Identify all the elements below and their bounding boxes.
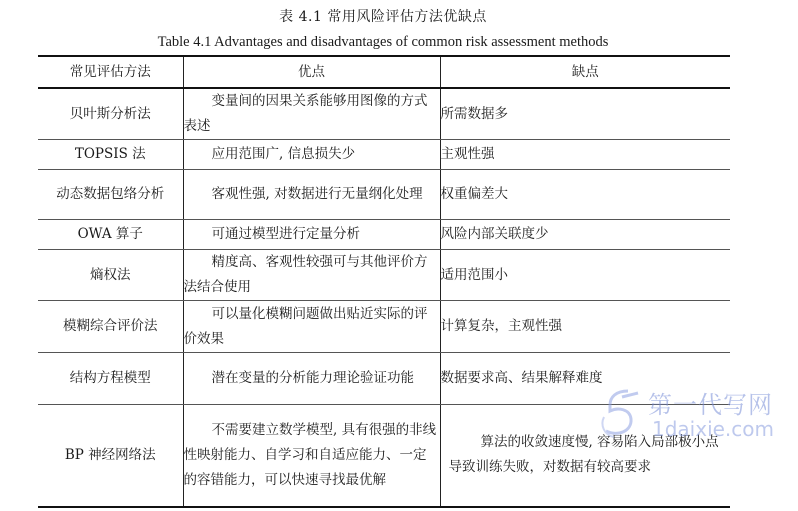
advantage-cell: 精度高、客观性较强可与其他评价方法结合使用 (183, 250, 440, 301)
table-row (38, 353, 730, 405)
table-row (38, 301, 730, 353)
header-method: 常见评估方法 (38, 56, 183, 88)
advantage-cell: 应用范围广, 信息损失少 (183, 140, 440, 170)
advantage-cell: 变量间的因果关系能够用图像的方式表述 (183, 88, 440, 140)
table-row (38, 405, 730, 507)
disadvantage-cell: 算法的收敛速度慢, 容易陷入局部极小点导致训练失败，对数据有较高要求 (440, 405, 730, 507)
disadvantage-cell: 风险内部关联度少 (440, 220, 730, 250)
disadvantage-cell: 主观性强 (440, 140, 730, 170)
disadvantage-cell: 数据要求高、结果解释难度 (440, 353, 730, 405)
advantage-cell: 可以量化模糊问题做出贴近实际的评价效果 (183, 301, 440, 353)
disadvantage-cell: 所需数据多 (440, 88, 730, 140)
method-cell: OWA 算子 (38, 220, 183, 250)
risk-assessment-table (38, 55, 730, 508)
disadvantage-cell: 计算复杂，主观性强 (440, 301, 730, 353)
watermark-text-chinese: 第一代写网 (648, 391, 773, 419)
header-advantages: 优点 (183, 56, 440, 88)
table-caption-english: Table 4.1 Advantages and disadvantages of common risk assessment methods (157, 34, 609, 50)
advantage-cell: 客观性强, 对数据进行无量纲化处理 (183, 170, 440, 220)
table-row (38, 220, 730, 250)
table-row (38, 88, 730, 140)
table-caption-chinese: 表 4.1 常用风险评估方法优缺点 (279, 9, 487, 25)
method-cell: 动态数据包络分析 (38, 170, 183, 220)
disadvantage-cell: 适用范围小 (440, 250, 730, 301)
method-cell: 贝叶斯分析法 (38, 88, 183, 140)
disadvantage-cell: 权重偏差大 (440, 170, 730, 220)
table-row (38, 170, 730, 220)
method-cell: 模糊综合评价法 (38, 301, 183, 353)
advantage-cell: 潜在变量的分析能力理论验证功能 (183, 353, 440, 405)
table-row (38, 250, 730, 301)
advantage-cell: 可通过模型进行定量分析 (183, 220, 440, 250)
method-cell: BP 神经网络法 (38, 405, 183, 507)
table-header-row (38, 56, 730, 88)
method-cell: 结构方程模型 (38, 353, 183, 405)
header-disadvantages: 缺点 (440, 56, 730, 88)
advantage-cell: 不需要建立数学模型, 具有很强的非线性映射能力、自学习和自适应能力、一定的容错能力，可以快速寻找最优解 (183, 405, 440, 507)
watermark-text-domain: 1daixie.com (652, 417, 775, 441)
table-row (38, 140, 730, 170)
method-cell: 熵权法 (38, 250, 183, 301)
method-cell: TOPSIS 法 (38, 140, 183, 170)
